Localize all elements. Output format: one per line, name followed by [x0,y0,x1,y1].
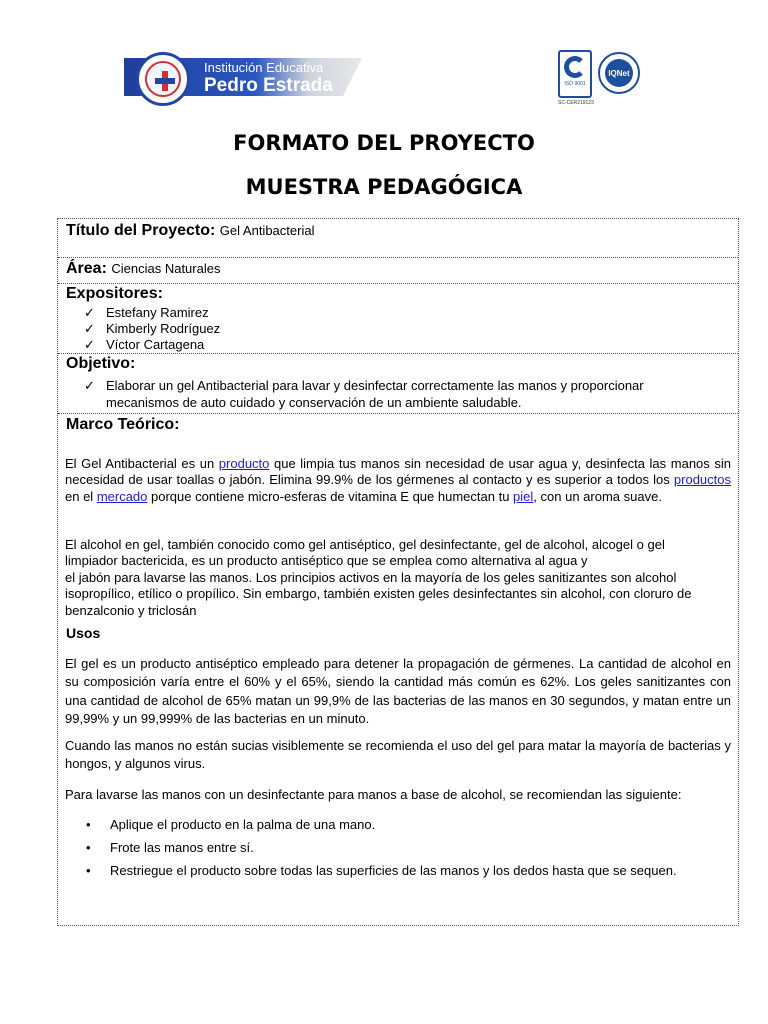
icontec-c-icon [564,56,586,78]
link-mercado[interactable]: mercado [96,488,148,504]
marco-teorico-label: Marco Teórico: [66,416,180,433]
list-item: ✓ Estefany Ramirez [84,305,209,320]
project-form [57,218,739,926]
exhibitors-label: Expositores: [66,285,163,302]
iqnet-logo [598,52,640,94]
cert-iso-label: ISO 9001 [564,81,586,87]
checkmark-icon: ✓ [84,305,95,320]
checkmark-icon: ✓ [84,337,95,352]
institution-banner [124,52,362,100]
bullet-icon: • [86,817,91,832]
list-item: ✓ Víctor Cartagena [84,337,205,352]
list-item: • Restriegue el producto sobre todas las superficies de las manos y los dedos hasta que se sequen. [86,863,677,878]
list-item: • Aplique el producto en la palma de una mano. [86,817,376,832]
institution-logo [136,52,190,106]
marco-paragraph-2: El alcohol en gel, también conocido como gel antiséptico, gel desinfectante, gel de alcohol, alcogel o gel limpiador bactericida, es un producto antiséptico que se emplea como alternativa al agua y el jabón para lavarse las manos. Los principios activos en la mayoría de los geles sanitizantes son alcohol isopropílico, etílico o propílico. Sin embargo, también existen geles desinfectantes sin alcohol, con cloruro de benzalconio y triclosán [65,537,692,618]
document-subtitle: MUESTRA PEDAGÓGICA [245,175,523,199]
objective-item: ✓ Elaborar un gel Antibacterial para lavar y desinfectar correctamente las manos y proporcionar mecanismos de auto cuidado y conservación de un ambiente saludable. [84,378,644,410]
bullet-icon: • [86,863,91,878]
area-row [58,257,738,284]
area-value: Ciencias Naturales [111,261,221,276]
link-productos[interactable]: productos [673,472,731,488]
project-title-label: Título del Proyecto: [66,222,216,239]
marco-paragraph-1: El Gel Antibacterial es un producto que limpia tus manos sin necesidad de usar agua y, desinfecta las manos sin necesidad de usar toallas o jabón. Elimina 99.9% de los gérmenes al contacto y es superior a todos los productos en el mercado porque contiene micro-esferas de vitamina E que humectan tu piel, con un aroma suave. [65,456,731,504]
document-title: FORMATO DEL PROYECTO [233,131,535,155]
iqnet-label: IQNet [605,59,633,87]
institution-name-line1: Institución Educativa [204,60,324,75]
usos-heading: Usos [66,625,101,641]
bullet-icon: • [86,840,91,855]
cert-code: SC-CER219123 [558,100,594,106]
exhibitors-row [58,283,738,354]
list-item: ✓ Kimberly Rodríguez [84,321,221,336]
link-piel[interactable]: piel [513,488,534,504]
exhibitors-list [84,305,220,353]
objective-row [58,353,738,414]
list-item: • Frote las manos entre sí. [86,840,254,855]
checkmark-icon: ✓ [84,321,95,336]
checkmark-icon: ✓ [84,378,95,393]
usos-paragraph-1: El gel es un producto antiséptico empleado para detener la propagación de gérmenes. La cantidad de alcohol en su composición varía entre el 60% y el 65%, siendo la cantidad más común es 62%. Los geles sanitizantes con una cantidad de alcohol de 65% matan un 99,9% de las bacterias de las manos en 30 segundos, y matan entre un 99,99% y un 99,999% de las bacterias en un minuto. [65,656,731,727]
link-producto[interactable]: producto [218,456,270,471]
project-title-value: Gel Antibacterial [219,223,315,238]
project-title-row [58,219,738,258]
objective-label: Objetivo: [66,355,136,372]
institution-name-line2: Pedro Estrada [204,75,333,96]
area-label: Área: [66,260,107,277]
iso-certification-logo [558,50,598,120]
logo-emblem-icon [145,61,181,97]
usos-paragraph-2: Cuando las manos no están sucias visiblemente se recomienda el uso del gel para matar la mayoría de bacterias y hongos, y algunos virus. [65,738,731,772]
usos-paragraph-3: Para lavarse las manos con un desinfectante para manos a base de alcohol, se recomiendan las siguiente: [65,787,682,802]
